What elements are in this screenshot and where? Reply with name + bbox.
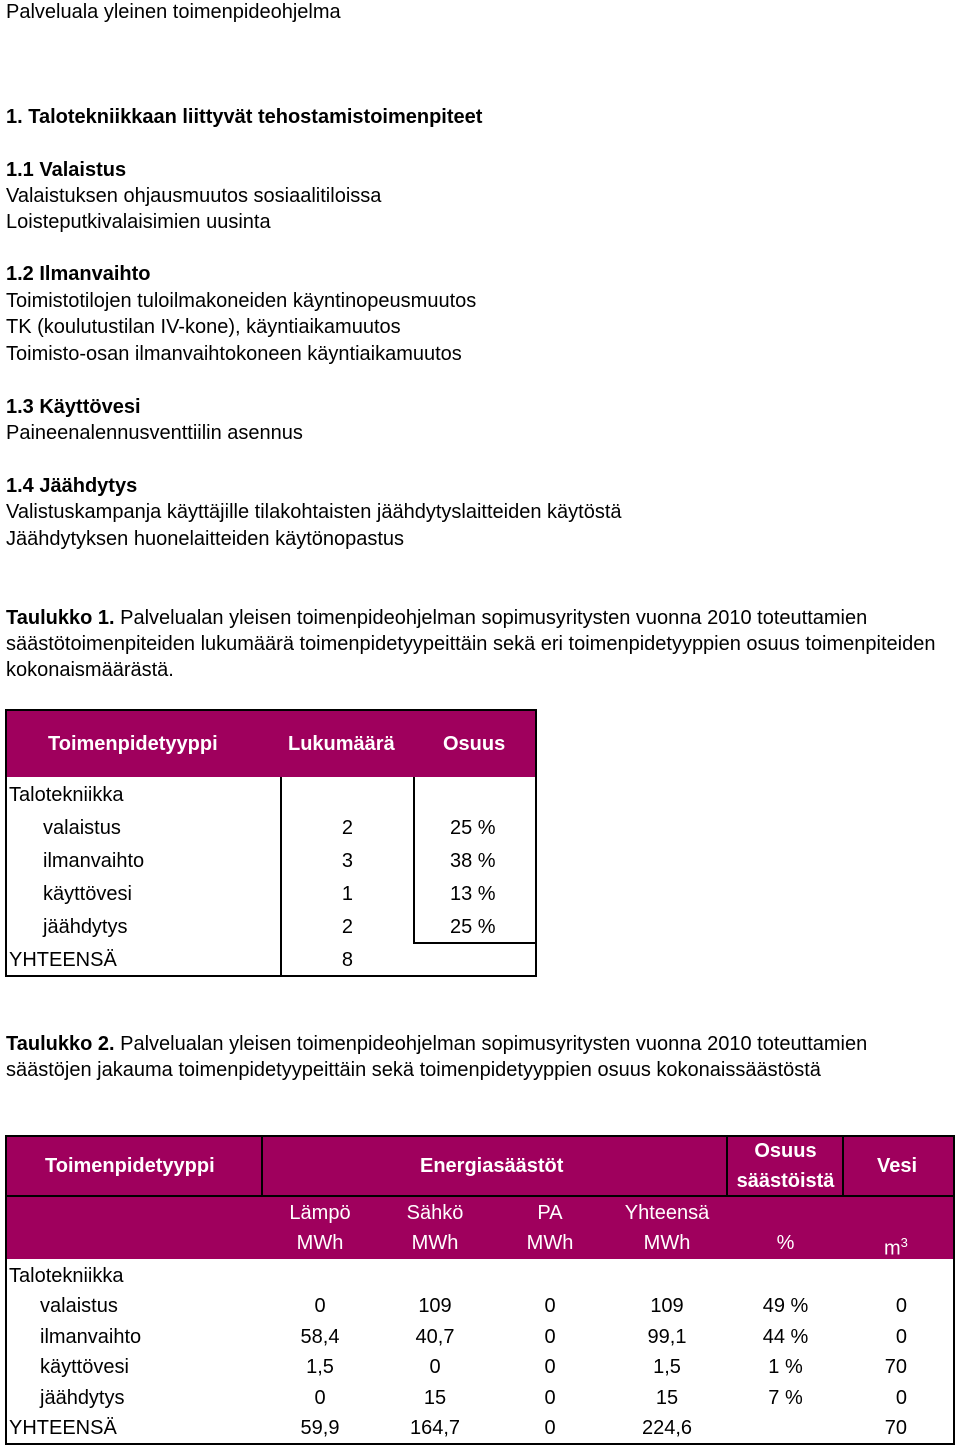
table1-row-share: 38 % [450,850,496,872]
table1-caption [6,605,956,683]
list-item: Toimistotilojen tuloilmakoneiden käyntinopeusmuutos [6,290,477,312]
table2-unit-water-base: m [884,1237,901,1260]
table1-header-share: Osuus [443,733,506,755]
table1-total-name: YHTEENSÄ [9,949,117,971]
table2-cell: 15 [423,1387,447,1409]
table2-cell: 0 [314,1387,326,1409]
table2-total-cell: 70 [884,1417,907,1439]
table1 [5,709,537,977]
table2-caption-label: Taulukko 2. [6,1033,115,1055]
table2-subheader: Yhteensä [624,1202,710,1224]
table2-cell: 0 [544,1387,556,1409]
table1-row-share: 13 % [450,883,496,905]
table2-cell: 70 [884,1356,907,1378]
table2-cell: 40,7 [415,1326,455,1348]
table1-caption-label: Taulukko 1. [6,607,115,629]
table2-row-name: jäähdytys [40,1387,125,1409]
table1-divider [413,777,415,944]
table2-cell: 7 % [768,1387,803,1409]
table2-cell: 109 [650,1295,684,1317]
table2-header-water: Vesi [877,1155,918,1177]
table2-row-name: ilmanvaihto [40,1326,142,1348]
table2-divider [7,1195,953,1197]
table1-caption-text: Palvelualan yleisen toimenpideohjelman sopimusyritysten vuonna 2010 toteuttamien säästötoimenpiteiden lukumäärä toimenpidetyypeittäin sekä eri toimenpidetyyppien osuus toimenpiteiden kokonaismäärästä. [6,607,936,681]
table1-header-count: Lukumäärä [288,733,395,755]
table2-cell: 0 [895,1295,907,1317]
list-item: Loisteputkivalaisimien uusinta [6,211,271,233]
table2-group: Talotekniikka [9,1265,124,1287]
table2-unit-water-sup: 3 [900,1235,908,1250]
list-item: Jäähdytyksen huonelaitteiden käytönopastus [6,528,405,550]
table2-subheader: Lämpö [289,1202,351,1224]
table2-cell: 49 % [762,1295,809,1317]
table2-header-share: säästöistä [736,1170,835,1192]
table1-row-name: käyttövesi [43,883,132,905]
table2-cell: 58,4 [300,1326,340,1348]
table2-cell: 44 % [762,1326,809,1348]
subsection-heading: 1.2 Ilmanvaihto [6,263,151,285]
subsection-heading: 1.3 Käyttövesi [6,396,141,418]
table2-unit-water [884,1231,908,1261]
table1-header-type: Toimenpidetyyppi [48,733,218,755]
table1-divider [413,942,535,944]
table2-total-name: YHTEENSÄ [9,1417,117,1439]
table1-row-count: 2 [341,916,353,938]
table2-cell: 0 [895,1326,907,1348]
table1-row-count: 2 [341,817,353,839]
table1-row-name: ilmanvaihto [43,850,145,872]
list-item: Valaistuksen ohjausmuutos sosiaalitiloissa [6,185,382,207]
table2-total-cell: 164,7 [409,1417,461,1439]
page-title: Palveluala yleinen toimenpideohjelma [6,1,341,23]
table2-row-name: käyttövesi [40,1356,129,1378]
table1-row-count: 3 [341,850,353,872]
table1-row-name: valaistus [43,817,121,839]
table2-cell: 0 [429,1356,441,1378]
table2-row-name: valaistus [40,1295,118,1317]
table1-group: Talotekniikka [9,784,124,806]
table1-row-count: 1 [341,883,353,905]
table1-row-share: 25 % [450,817,496,839]
table2-unit: MWh [411,1232,459,1254]
table2-unit: MWh [526,1232,574,1254]
table2-header-energy: Energiasäästöt [420,1155,564,1177]
list-item: Paineenalennusventtiilin asennus [6,422,303,444]
table2-divider [726,1137,728,1195]
table2-unit: MWh [296,1232,344,1254]
table1-divider [280,777,282,975]
table1-row-name: jäähdytys [43,916,128,938]
table2-total-cell: 224,6 [641,1417,693,1439]
list-item: TK (koulutustilan IV-kone), käyntiaikamuutos [6,316,401,338]
subsection-heading: 1.1 Valaistus [6,159,127,181]
table2-cell: 15 [655,1387,679,1409]
table2-cell: 1 % [768,1356,803,1378]
table2-divider [261,1137,263,1195]
table2-unit: MWh [643,1232,691,1254]
table2-cell: 109 [418,1295,452,1317]
table1-total-count: 8 [341,949,353,971]
table2-cell: 1,5 [653,1356,681,1378]
table2-total-cell: 0 [544,1417,556,1439]
section-heading: 1. Talotekniikkaan liittyvät tehostamistoimenpiteet [6,106,483,128]
table2-total-cell: 59,9 [300,1417,340,1439]
table2-cell: 0 [544,1295,556,1317]
table2 [5,1135,955,1445]
table2-caption-text: Palvelualan yleisen toimenpideohjelman sopimusyritysten vuonna 2010 toteuttamien säästöjen jakauma toimenpidetyypeittäin sekä toimenpidetyyppien osuus kokonaissäästöstä [6,1033,868,1081]
table2-cell: 0 [544,1326,556,1348]
table2-header-type: Toimenpidetyyppi [45,1155,215,1177]
table2-unit: % [776,1232,795,1254]
table2-subheader: PA [537,1202,563,1224]
table2-cell: 0 [895,1387,907,1409]
table2-cell: 0 [544,1356,556,1378]
table1-row-share: 25 % [450,916,496,938]
list-item: Valistuskampanja käyttäjille tilakohtaisten jäähdytyslaitteiden käytöstä [6,501,622,523]
table2-cell: 0 [314,1295,326,1317]
table2-subheader: Sähkö [406,1202,464,1224]
table1-header [7,711,535,777]
list-item: Toimisto-osan ilmanvaihtokoneen käyntiaikamuutos [6,343,462,365]
subsection-heading: 1.4 Jäähdytys [6,475,138,497]
table2-caption [6,1031,956,1083]
table2-divider [842,1137,844,1195]
table2-header-share: Osuus [754,1140,817,1162]
table2-cell: 1,5 [306,1356,334,1378]
table2-cell: 99,1 [647,1326,687,1348]
